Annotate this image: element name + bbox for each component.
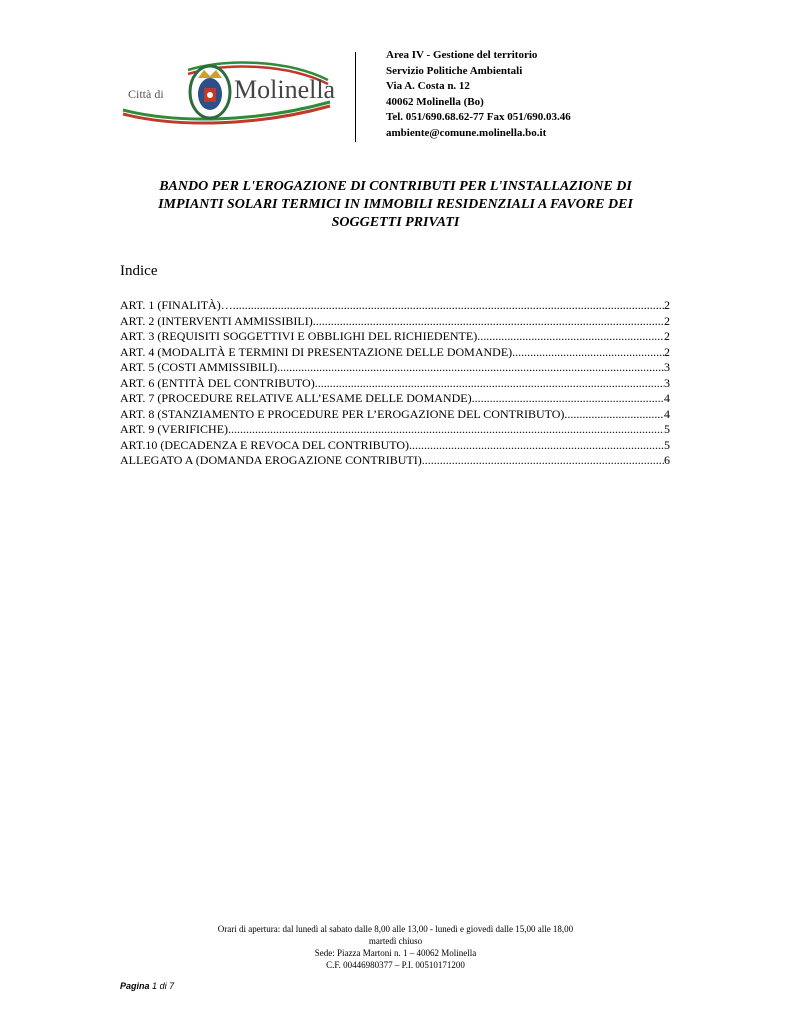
toc-page: 3	[664, 375, 670, 390]
toc-page: 3	[664, 360, 670, 374]
header-address: Via A. Costa n. 12	[386, 80, 470, 92]
header-area: Area IV - Gestione del territorio	[386, 49, 538, 61]
footer-closed: martedì chiuso	[368, 936, 423, 946]
toc-leader	[315, 376, 664, 392]
toc-entry[interactable]	[120, 360, 670, 376]
title-line: IMPIANTI SOLARI TERMICI IN IMMOBILI RESIDENZIALI A FAVORE DEI	[158, 197, 633, 212]
header-email[interactable]: ambiente@comune.molinella.bo.it	[386, 126, 547, 139]
toc-label: ART. 3 (REQUISITI SOGGETTIVI E OBBLIGHI DEL RICHIEDENTE)	[120, 329, 478, 343]
toc-leader	[313, 314, 664, 330]
title-line: SOGGETTI PRIVATI	[331, 215, 460, 230]
logo-prefix: Città di	[128, 87, 164, 101]
toc-leader	[228, 422, 664, 438]
toc-leader	[512, 345, 664, 361]
toc-leader	[422, 453, 664, 469]
header-phone: Tel. 051/690.68.62-77 Fax 051/690.03.46	[386, 111, 571, 123]
toc-label: ALLEGATO A (DOMANDA EROGAZIONE CONTRIBUTI)	[120, 453, 422, 467]
toc-leader	[472, 391, 664, 407]
toc-entry[interactable]	[120, 376, 670, 392]
table-of-contents	[120, 298, 670, 469]
header-city: 40062 Molinella (Bo)	[386, 95, 484, 108]
toc-leader	[477, 329, 664, 345]
index-heading: Indice	[120, 263, 158, 279]
header-contact	[386, 48, 571, 141]
toc-label: ART. 2 (INTERVENTI AMMISSIBILI)	[120, 313, 313, 328]
footer-address: Sede: Piazza Martoni n. 1 – 40062 Molinella	[314, 948, 477, 958]
toc-entry[interactable]	[120, 407, 670, 423]
toc-page: 5	[664, 422, 670, 436]
toc-page: 2	[664, 344, 670, 359]
toc-entry[interactable]	[120, 329, 670, 345]
header-divider	[355, 52, 356, 142]
toc-label: ART.10 (DECADENZA E REVOCA DEL CONTRIBUTO)	[120, 437, 410, 452]
toc-page: 2	[664, 313, 670, 328]
toc-page: 5	[664, 437, 670, 452]
page-number	[120, 981, 174, 991]
toc-leader	[233, 298, 664, 314]
toc-label: ART. 4 (MODALITÀ E TERMINI DI PRESENTAZIONE DELLE DOMANDE)	[120, 344, 513, 359]
logo-name: Molinella	[234, 75, 336, 104]
toc-label: ART. 9 (VERIFICHE)	[120, 422, 229, 436]
page-word: Pagina	[120, 981, 150, 991]
title-line: BANDO PER L'EROGAZIONE DI CONTRIBUTI PER L'INSTALLAZIONE DI	[159, 179, 632, 194]
toc-entry[interactable]	[120, 422, 670, 438]
toc-page: 2	[664, 298, 670, 312]
toc-label: ART. 8 (STANZIAMENTO E PROCEDURE PER L’EROGAZIONE DEL CONTRIBUTO)	[120, 406, 565, 421]
page-sep: di	[159, 981, 167, 991]
header-service: Servizio Politiche Ambientali	[386, 64, 523, 77]
toc-label: ART. 1 (FINALITÀ)…	[120, 298, 233, 312]
footer-tax-ids: C.F. 00446980377 – P.I. 00510171200	[326, 960, 465, 970]
toc-entry[interactable]	[120, 438, 670, 454]
toc-leader	[409, 438, 664, 454]
page-total: 7	[169, 981, 175, 991]
toc-label: ART. 7 (PROCEDURE RELATIVE ALL’ESAME DELLE DOMANDE)	[120, 391, 472, 405]
footer-hours: Orari di apertura: dal lunedì al sabato dalle 8,00 alle 13,00 - lunedì e giovedì dalle 15,00 alle 18,00	[217, 924, 574, 934]
toc-entry[interactable]	[120, 345, 670, 361]
toc-entry[interactable]	[120, 453, 670, 469]
toc-label: ART. 5 (COSTI AMMISSIBILI)	[120, 360, 278, 374]
toc-label: ART. 6 (ENTITÀ DEL CONTRIBUTO)	[120, 375, 315, 390]
document-title	[120, 178, 671, 232]
toc-page: 4	[664, 406, 670, 421]
toc-leader	[564, 407, 664, 423]
toc-leader	[277, 360, 664, 376]
toc-entry[interactable]	[120, 391, 670, 407]
logo	[118, 58, 336, 128]
toc-entry[interactable]	[120, 314, 670, 330]
toc-entry[interactable]	[120, 298, 670, 314]
toc-page: 4	[664, 391, 670, 405]
toc-page: 2	[664, 329, 670, 343]
toc-page: 6	[664, 453, 670, 467]
page-current: 1	[152, 981, 158, 991]
footer	[120, 923, 671, 971]
